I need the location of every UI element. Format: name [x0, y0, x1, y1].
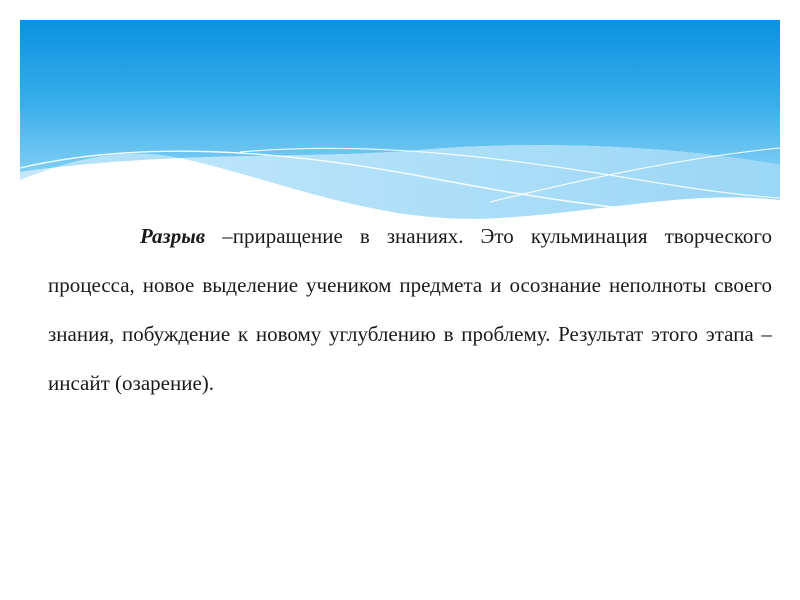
header-wave-decoration [0, 0, 800, 240]
term-highlight: Разрыв [140, 224, 206, 248]
light-wave-band [20, 145, 780, 219]
body-paragraph [48, 212, 772, 408]
sky-band [20, 20, 780, 172]
definition-text: –приращение в знаниях. Это кульминация творческого процесса, новое выделение учеником предмета и осознание неполноты своего знания, побуждение к новому углублению в проблему. Результат этого этапа – инсайт (озарение). [48, 224, 772, 395]
